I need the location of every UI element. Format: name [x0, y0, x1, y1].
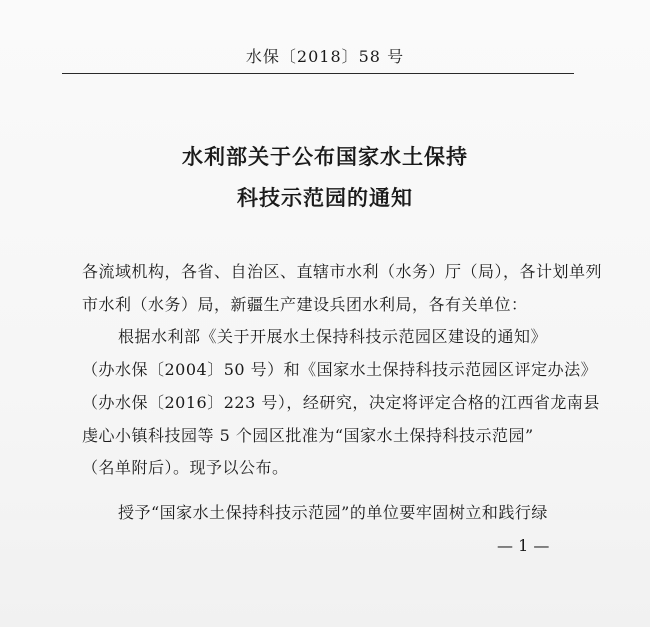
- page-number: — 1 —: [497, 536, 550, 555]
- document-number: 水保〔2018〕58 号: [245, 47, 405, 66]
- document-title-line-1: 水利部关于公布国家水土保持: [182, 144, 468, 169]
- body-line: 各流域机构，各省、自治区、直辖市水利（水务）厅（局），各计划单列: [82, 262, 603, 281]
- body-line: （办水保〔2016〕223 号），经研究，决定将评定合格的江西省龙南县: [82, 393, 600, 412]
- body-line: （名单附后）。现予以公布。: [82, 458, 289, 477]
- body-line: 授予“国家水土保持科技示范园”的单位要牢固树立和践行绿: [118, 503, 548, 522]
- body-line: 根据水利部《关于开展水土保持科技示范园区建设的通知》: [118, 327, 548, 346]
- document-title-line-2: 科技示范园的通知: [237, 185, 413, 210]
- body-line: （办水保〔2004〕50 号）和《国家水土保持科技示范园区评定办法》: [82, 360, 598, 379]
- body-line: 市水利（水务）局，新疆生产建设兵团水利局，各有关单位：: [82, 295, 528, 314]
- header-divider: [62, 73, 574, 74]
- body-line: 虔心小镇科技园等 5 个园区批准为“国家水土保持科技示范园”: [82, 426, 534, 445]
